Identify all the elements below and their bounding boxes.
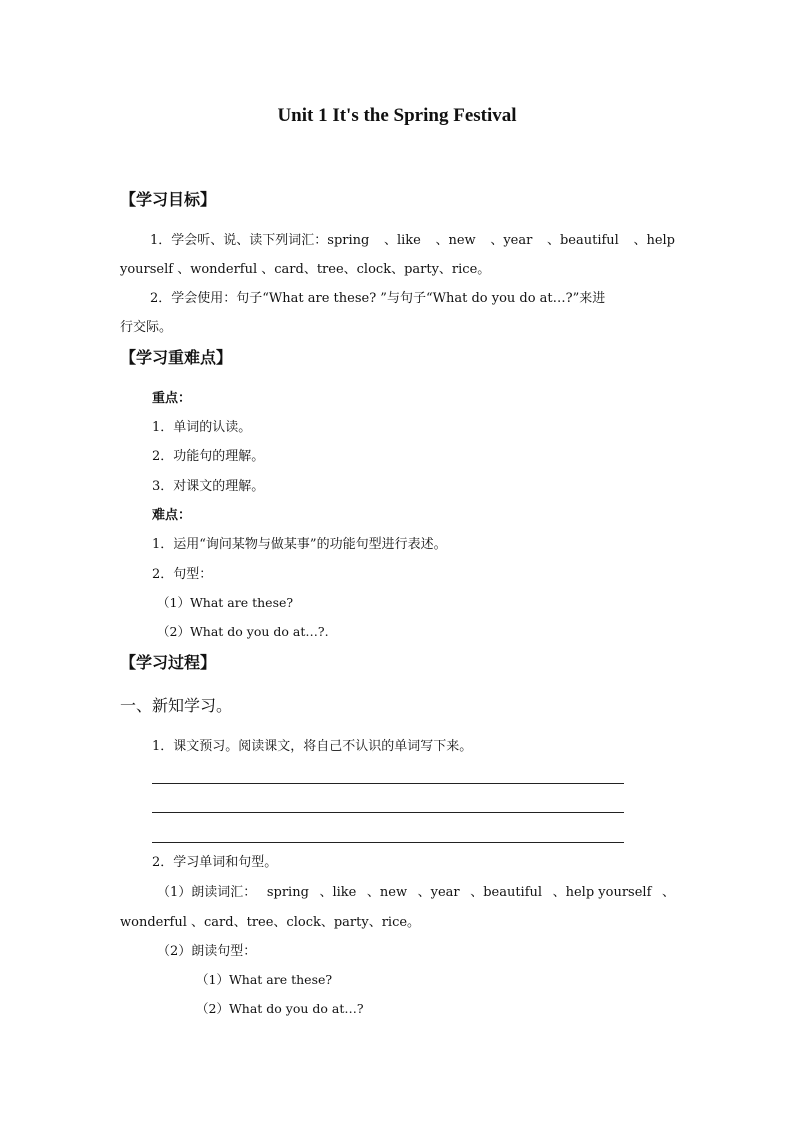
- goal-1-part: 、like: [383, 233, 421, 248]
- section-heading-goals: 【学习目标】: [120, 190, 217, 209]
- vocab-part: spring: [266, 885, 309, 900]
- vocab-part: 、year: [417, 885, 460, 900]
- goal-2-line-1: 2．学会使用：句子“What are these? ”与句子“What do you do at…?”来进: [150, 291, 606, 306]
- answer-line: [152, 783, 624, 784]
- answer-line: [152, 842, 624, 843]
- goal-2-line-2: 行交际。: [120, 320, 173, 335]
- difficult-label: 难点：: [152, 508, 192, 523]
- key-item: 2．功能句的理解。: [152, 449, 265, 464]
- vocab-part: 、help yourself: [552, 885, 652, 900]
- page-title: Unit 1 It's the Spring Festival: [277, 105, 517, 126]
- vocab-part: 、new: [366, 885, 408, 900]
- goal-1-part: 、beautiful: [546, 233, 619, 248]
- vocab-part: 、beautiful: [470, 885, 543, 900]
- difficult-item: 1．运用“询问某物与做某事”的功能句型进行表述。: [152, 537, 447, 552]
- goal-1-line-2: yourself 、wonderful 、card、tree、clock、party、rice。: [120, 262, 491, 277]
- step-2-pattern: （1）What are these?: [196, 972, 333, 987]
- part-1-heading: 一、新知学习。: [120, 696, 233, 715]
- vocab-part: （1）朗读词汇：: [157, 885, 257, 900]
- goal-1-part: 、new: [435, 233, 476, 248]
- step-2-sub-1-line-2: wonderful 、card、tree、clock、party、rice。: [120, 915, 421, 930]
- pattern-item: （2）What do you do at…?.: [157, 624, 329, 639]
- goal-1-part: 、year: [490, 233, 533, 248]
- key-label: 重点：: [152, 391, 192, 406]
- goal-1-part: 1．学会听、说、读下列词汇：spring: [150, 233, 370, 248]
- answer-line: [152, 812, 624, 813]
- goal-1-part: 、help: [633, 233, 675, 248]
- key-item: 1．单词的认读。: [152, 420, 252, 435]
- step-2-sub-1-line-1: [157, 886, 675, 899]
- pattern-item: （1）What are these?: [157, 595, 294, 610]
- section-heading-process: 【学习过程】: [120, 653, 217, 672]
- vocab-part: 、: [661, 885, 675, 900]
- step-1: 1．课文预习。阅读课文，将自己不认识的单词写下来。: [152, 739, 473, 754]
- section-heading-key-points: 【学习重难点】: [120, 348, 233, 367]
- step-2-sub-2: （2）朗读句型：: [157, 944, 257, 959]
- difficult-item: 2．句型：: [152, 567, 213, 582]
- goal-1-line-1: [120, 234, 675, 247]
- vocab-part: 、like: [319, 885, 357, 900]
- step-2-pattern: （2）What do you do at…?: [196, 1001, 364, 1016]
- step-2: 2．学习单词和句型。: [152, 855, 278, 870]
- key-item: 3．对课文的理解。: [152, 479, 265, 494]
